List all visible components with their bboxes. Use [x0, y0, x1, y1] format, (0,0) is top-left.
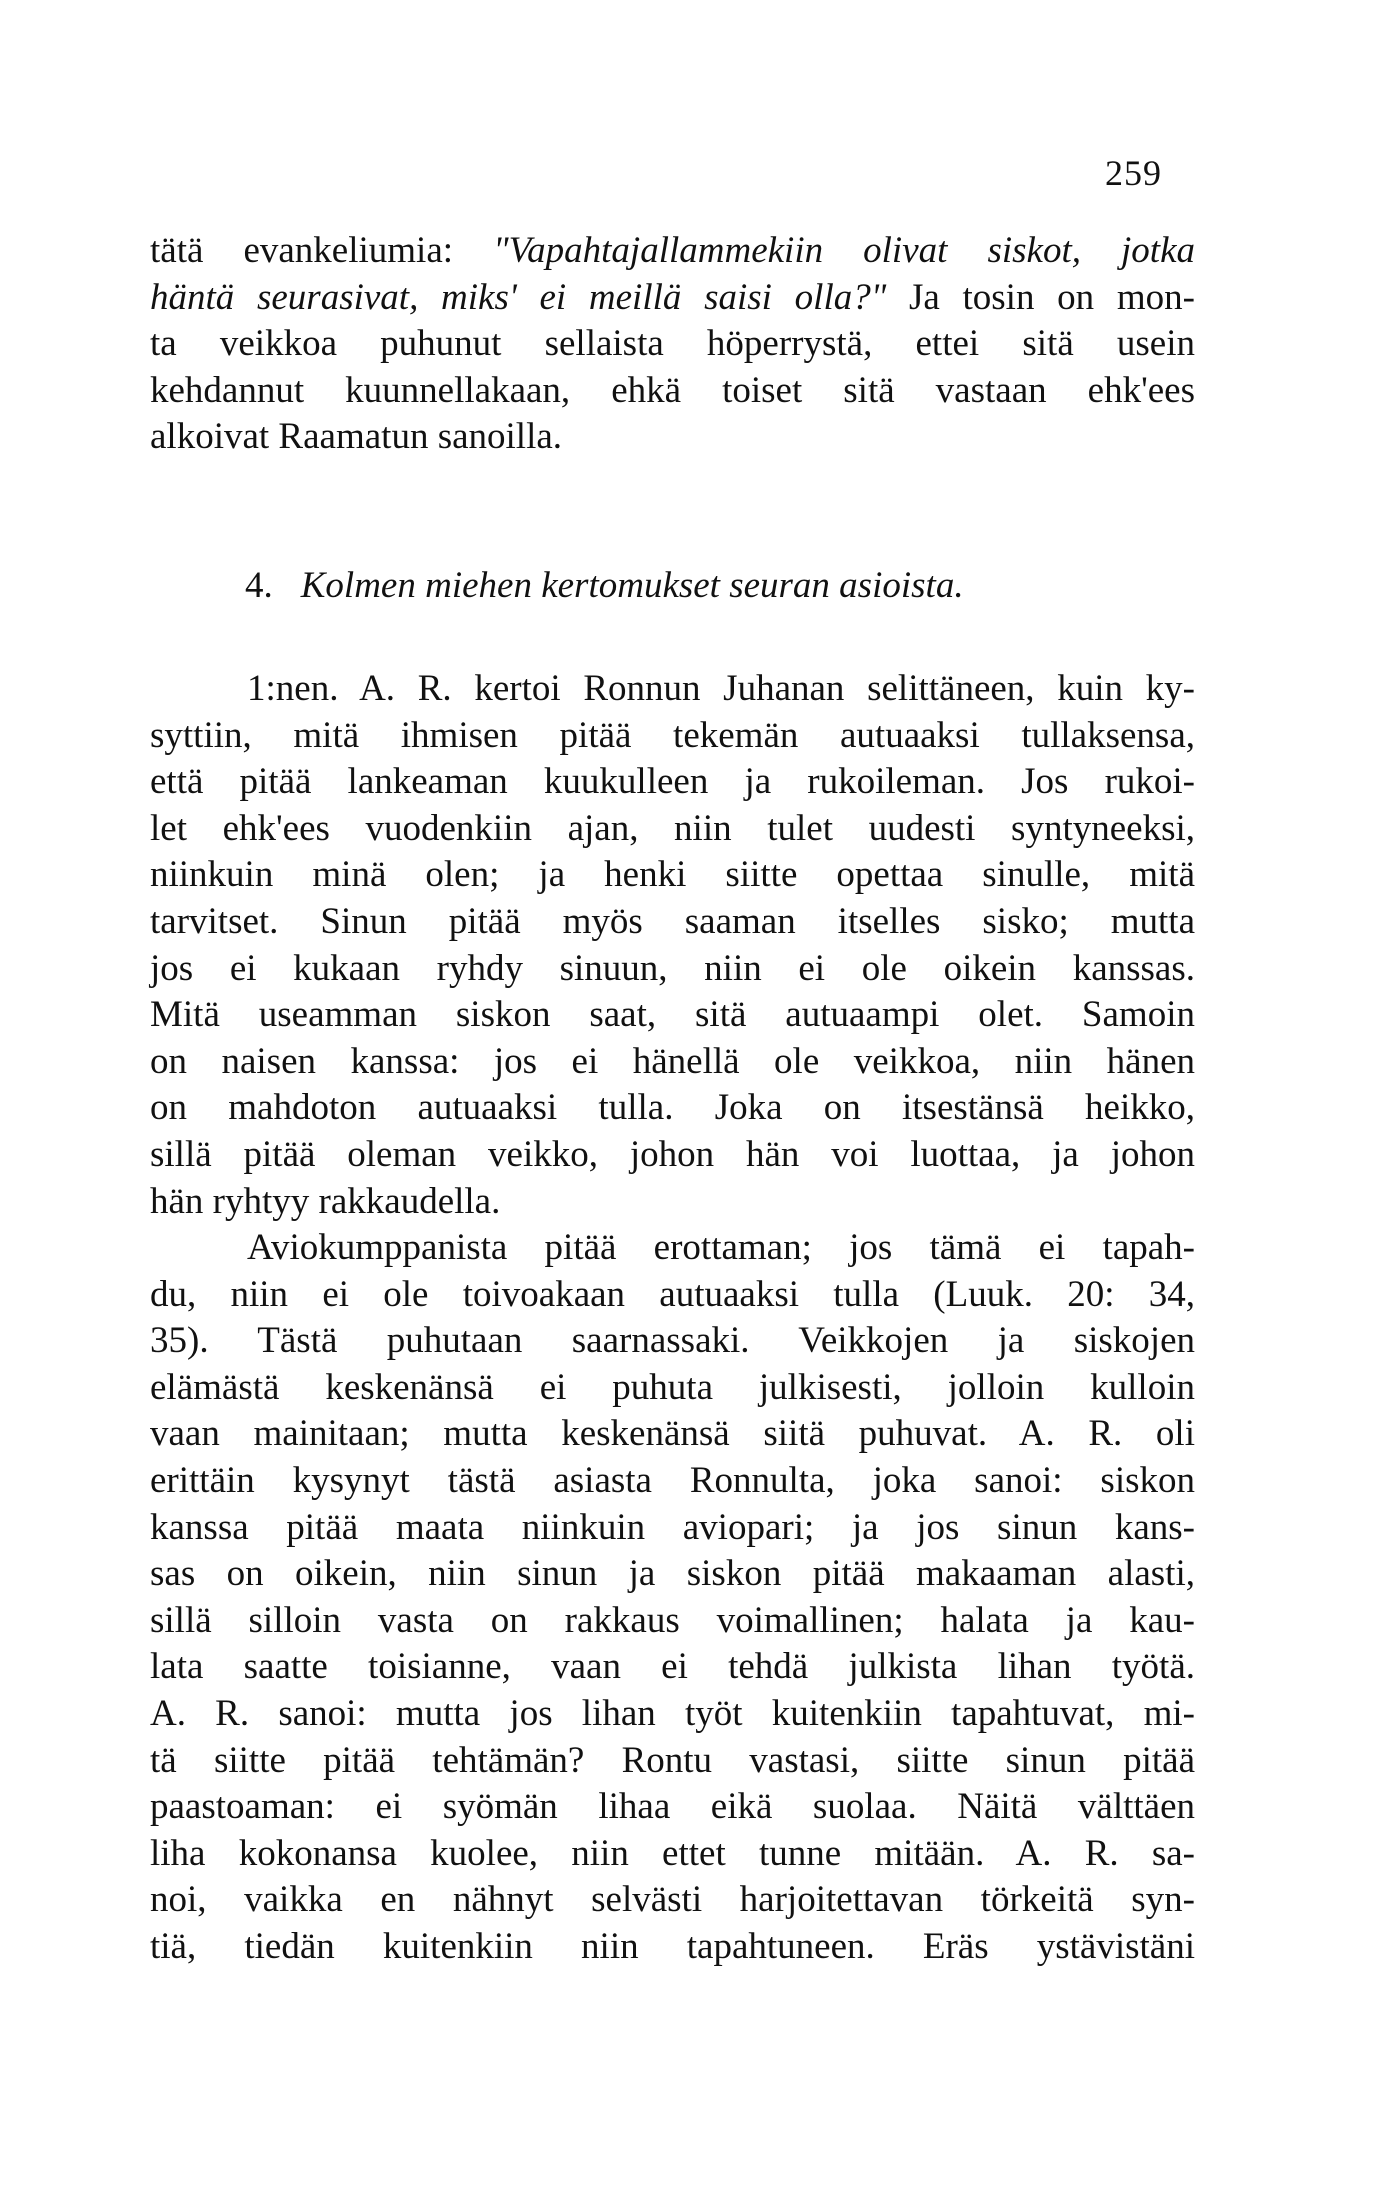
text-line: erittäin kysynyt tästä asiasta Ronnulta, joka sanoi: siskon: [150, 1459, 1195, 1501]
text-line: A. R. sanoi: mutta jos lihan työt kuitenkiin tapahtuvat, mi-: [150, 1692, 1195, 1734]
text-segment: Ja tosin on mon-: [886, 276, 1195, 318]
text-line: hän ryhtyy rakkaudella.: [150, 1180, 501, 1222]
paragraph-continuation: [150, 228, 1195, 461]
section-heading: [245, 564, 964, 607]
text-line: niinkuin minä olen; ja henki siitte opettaa sinulle, mitä: [150, 854, 1195, 896]
text-line: on mahdoton autuaaksi tulla. Joka on itsestänsä heikko,: [150, 1087, 1195, 1129]
section-title: Kolmen miehen kertomukset seuran asioista.: [300, 565, 964, 606]
text-line: Mitä useamman siskon saat, sitä autuaampi olet. Samoin: [150, 994, 1195, 1036]
text-line: let ehk'ees vuodenkiin ajan, niin tulet uudesti syntyneeksi,: [150, 807, 1195, 849]
text-line: kanssa pitää maata niinkuin aviopari; ja jos sinun kans-: [150, 1506, 1195, 1548]
text-line: alkoivat Raamatun sanoilla.: [150, 416, 563, 458]
text-line: tiä, tiedän kuitenkiin niin tapahtuneen. Eräs ystävistäni: [150, 1925, 1195, 1967]
section-number: 4.: [245, 565, 273, 606]
text-line: sillä pitää oleman veikko, johon hän voi luottaa, ja johon: [150, 1133, 1195, 1175]
italic-quote: "Vapahtajallammekiin olivat siskot, jotka: [493, 230, 1195, 271]
text-line: liha kokonansa kuolee, niin ettet tunne mitään. A. R. sa-: [150, 1832, 1195, 1874]
text-line: [150, 275, 1195, 322]
text-line: ta veikkoa puhunut sellaista höperrystä, ettei sitä usein: [150, 323, 1195, 365]
page-number: 259: [1105, 153, 1162, 193]
paragraph-first-narrative: [150, 666, 1195, 1225]
text-line: noi, vaikka en nähnyt selvästi harjoitettavan törkeitä syn-: [150, 1879, 1195, 1921]
text-line: sillä silloin vasta on rakkaus voimallinen; halata ja kau-: [150, 1599, 1195, 1641]
text-segment: tätä evankeliumia:: [150, 230, 494, 271]
text-line: on naisen kanssa: jos ei hänellä ole veikkoa, niin hänen: [150, 1040, 1195, 1082]
text-line: Aviokumppanista pitää erottaman; jos tämä ei tapah-: [247, 1227, 1195, 1268]
text-line: 35). Tästä puhutaan saarnassaki. Veikkojen ja siskojen: [150, 1320, 1195, 1362]
text-line: 1:nen. A. R. kertoi Ronnun Juhanan selittäneen, kuin ky-: [247, 668, 1195, 709]
text-line: vaan mainitaan; mutta keskenänsä siitä puhuvat. A. R. oli: [150, 1413, 1195, 1455]
italic-quote: häntä seurasivat, miks' ei meillä saisi olla?": [150, 276, 887, 318]
paragraph-second: [150, 1225, 1195, 1971]
text-line: kehdannut kuunnellakaan, ehkä toiset sitä vastaan ehk'ees: [150, 369, 1195, 411]
text-line: tä siitte pitää tehtämän? Rontu vastasi, siitte sinun pitää: [150, 1739, 1195, 1781]
text-line: du, niin ei ole toivoakaan autuaaksi tulla (Luuk. 20: 34,: [150, 1273, 1195, 1315]
text-line: sas on oikein, niin sinun ja siskon pitää makaaman alasti,: [150, 1553, 1195, 1595]
text-line: syttiin, mitä ihmisen pitää tekemän autuaaksi tullaksensa,: [150, 714, 1195, 756]
text-line: paastoaman: ei syömän lihaa eikä suolaa. Näitä välttäen: [150, 1786, 1195, 1828]
text-line: jos ei kukaan ryhdy sinuun, niin ei ole oikein kanssas.: [150, 947, 1195, 989]
text-line: tarvitset. Sinun pitää myös saaman itselles sisko; mutta: [150, 900, 1195, 942]
text-line: elämästä keskenänsä ei puhuta julkisesti, jolloin kulloin: [150, 1366, 1195, 1408]
text-line: [150, 228, 1195, 275]
text-line: että pitää lankeaman kuukulleen ja rukoileman. Jos rukoi-: [150, 761, 1195, 803]
text-line: lata saatte toisianne, vaan ei tehdä julkista lihan työtä.: [150, 1646, 1195, 1688]
